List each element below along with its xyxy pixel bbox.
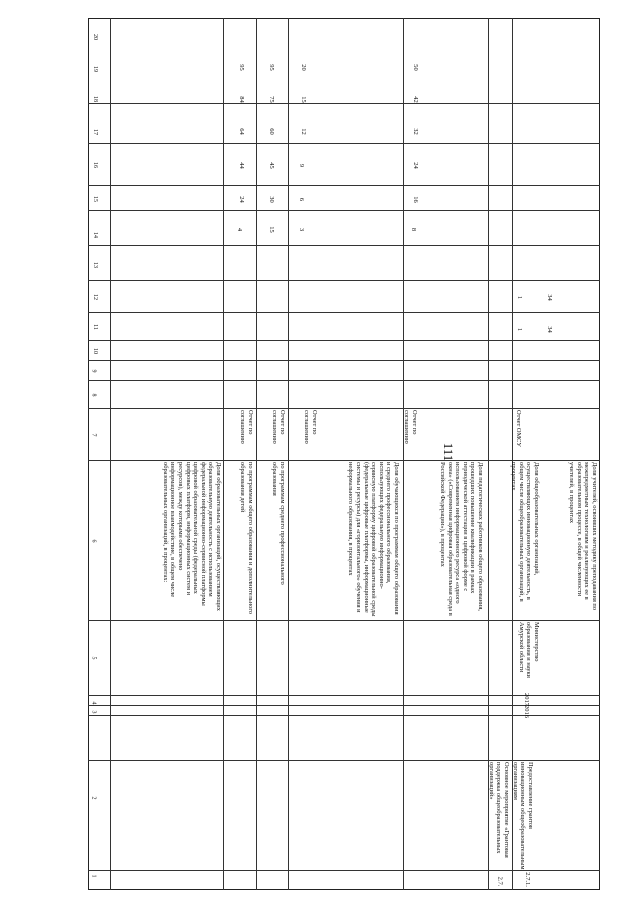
row-3-description: по программам среднего профессионального образования xyxy=(271,462,286,585)
column-header: 5 xyxy=(90,656,97,660)
row-7-year-end: 2017 xyxy=(523,693,530,706)
column-header: 11 xyxy=(91,324,98,330)
column-header: 4 xyxy=(90,701,97,705)
column-header: 8 xyxy=(90,393,97,397)
row-5-value: 8 xyxy=(410,227,418,232)
row-7-executor: Министерство образования и науки Амурской области xyxy=(517,622,540,678)
row-4-report: Отчет по соглашению xyxy=(303,410,318,444)
row-4-value: 15 xyxy=(299,96,307,103)
row-5-value: 50 xyxy=(411,64,419,71)
row-7-report: Отчет ОМСУ xyxy=(515,410,522,447)
row-3-value: 15 xyxy=(267,226,275,233)
column-header: 13 xyxy=(92,262,98,268)
row-4-value: 20 xyxy=(299,64,307,71)
row-2-value: 84 xyxy=(237,96,245,103)
column-header: 17 xyxy=(92,129,98,135)
column-header: 20 xyxy=(92,34,98,40)
row-8-description: Доля учителей, освоивших методику преподавания по межпредметным технологиям и реализующих ее в образовательном процессе, в общей численности учителей, в процентах xyxy=(568,462,598,611)
row-5-report: Отчет по соглашению xyxy=(403,410,418,444)
row-5-description: Доля педагогических работников общего образования, прошедших повышение квалификации в рамках периодической аттестации в цифровой форме с использованием информационного ресурса «одного окна» («Современная цифровая образовательная среда в Российской Федерации»), в процентах xyxy=(439,462,484,616)
row-7-value: 1 xyxy=(516,327,524,332)
row-7-year-start: 2016 xyxy=(523,705,530,718)
column-header: 15 xyxy=(92,196,98,202)
row-5-value: 32 xyxy=(411,128,419,135)
row-2-value: 64 xyxy=(237,128,245,135)
row-3-report: Отчет по соглашению xyxy=(271,410,286,444)
row-3-value: 60 xyxy=(267,128,275,135)
row-7-value: 1 xyxy=(516,295,524,300)
row-2-report: Отчет по соглашению xyxy=(239,410,254,444)
row-7-number: 2.7.1. xyxy=(523,872,531,887)
row-5-value: 24 xyxy=(411,162,419,169)
row-4-value: 12 xyxy=(299,128,307,135)
row-5-value: 42 xyxy=(411,96,419,103)
row-3-value: 45 xyxy=(267,162,275,169)
column-header: 6 xyxy=(90,539,97,543)
row-6-name: Основное мероприятие «Грантовая поддержка общеобразовательных организаций» xyxy=(487,762,510,858)
column-header: 16 xyxy=(92,162,98,168)
row-4-value: 9 xyxy=(298,163,306,168)
column-header: 7 xyxy=(90,433,97,437)
row-2-description: по программам общего образования и дополнительного образования детей xyxy=(239,462,254,614)
column-header: 3 xyxy=(90,710,97,714)
row-5-value: 16 xyxy=(411,196,419,203)
row-6-number: 2.7. xyxy=(496,876,504,887)
column-header: 10 xyxy=(92,348,98,354)
row-8-value: 34 xyxy=(545,294,553,301)
column-header: 14 xyxy=(92,232,98,238)
row-7-name: Предоставление грантов инновационным общеобразовательным организациям xyxy=(511,762,534,870)
row-3-value: 30 xyxy=(267,196,275,203)
page-number: 111 xyxy=(441,442,456,462)
row-4-value: 6 xyxy=(298,197,306,202)
row-2-value: 44 xyxy=(237,162,245,169)
column-header: 12 xyxy=(92,294,98,300)
row-4-description: Доля обучающихся по программам общего образования и среднего профессионального образования, использующих федеральную информационно-сервисную платформу цифровой образовательной среды (федеральные цифровые платформы, информационные системы и ресурсы) для «горизонтального» обучения и неформального образования, в процентах xyxy=(347,462,400,617)
column-header: 19 xyxy=(92,66,98,72)
row-2-value: 95 xyxy=(237,64,245,71)
column-header: 1 xyxy=(90,874,97,878)
row-2-value: 24 xyxy=(237,196,245,203)
row-2-value: 4 xyxy=(236,227,244,232)
column-header: 9 xyxy=(90,369,97,373)
row-1-description: Доля образовательных организаций, осуществляющих образовательную деятельность с использованием федеральной информационно-сервисной платформы цифровой образовательной среды (федеральных цифровых платформ, информационных систем и ресурсов), между которыми обеспечено информационное взаимодействие, в общем числе образовательных организаций, в процентах: xyxy=(161,462,222,611)
row-8-value: 34 xyxy=(545,326,553,333)
column-header: 18 xyxy=(92,96,98,102)
row-4-value: 3 xyxy=(298,227,306,232)
column-header: 2 xyxy=(90,796,97,800)
row-7-description: Доля общеобразовательных организаций, осуществляющих инновационную деятельность, в общем числе общеобразовательных организаций, в процентах xyxy=(510,462,540,602)
row-3-value: 95 xyxy=(267,64,275,71)
row-3-value: 75 xyxy=(267,96,275,103)
